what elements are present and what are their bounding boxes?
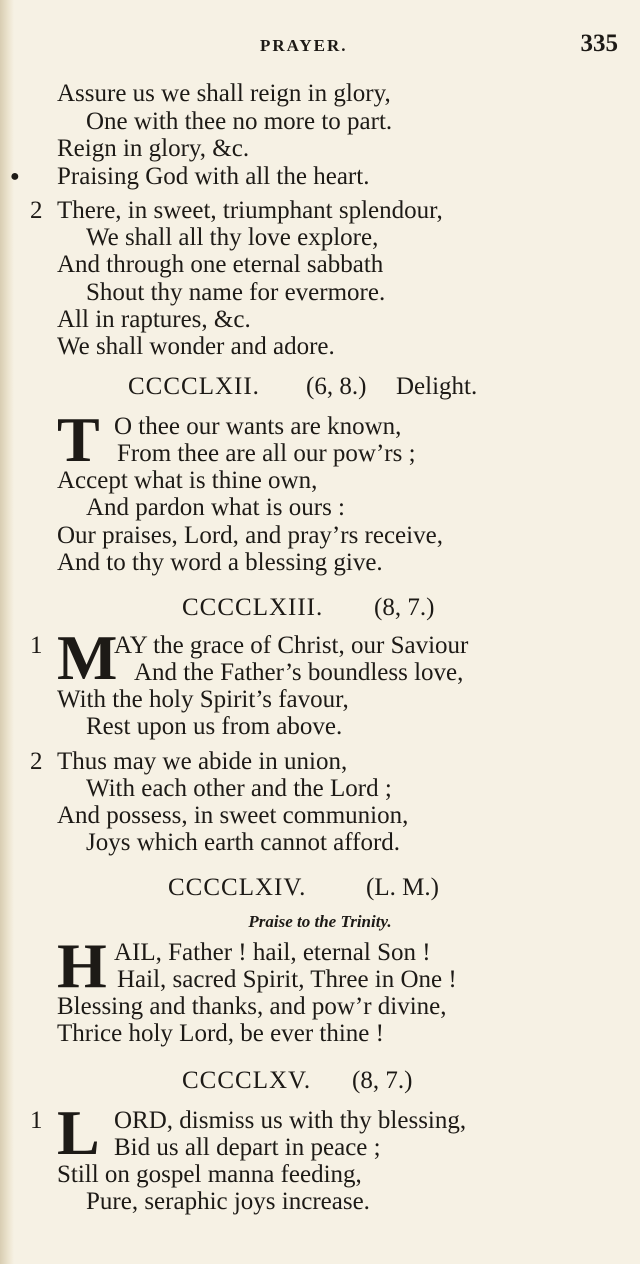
hymn-number: CCCCLXIV. xyxy=(168,874,307,901)
verse-line: From thee are all our pow’rs ; xyxy=(117,440,416,467)
verse-line: Thrice holy Lord, be ever thine ! xyxy=(57,1020,384,1047)
margin-dot: ● xyxy=(10,168,20,185)
verse-line: Shout thy name for evermore. xyxy=(86,279,386,306)
verse-line: Praising God with all the heart. xyxy=(57,163,370,190)
verse-line: We shall wonder and adore. xyxy=(57,333,335,360)
verse-line: Assure us we shall reign in glory, xyxy=(57,80,391,107)
verse-number: 2 xyxy=(30,197,43,224)
verse-line: All in raptures, &c. xyxy=(57,306,251,333)
hymn-meter: (L. M.) xyxy=(366,874,439,901)
verse-line: Joys which earth cannot afford. xyxy=(86,829,401,856)
page-number: 335 xyxy=(580,30,618,57)
hymn-tune: Delight. xyxy=(396,373,478,400)
verse-line: Accept what is thine own, xyxy=(57,467,318,494)
verse-number: 1 xyxy=(30,632,43,659)
verse-number: 1 xyxy=(30,1107,43,1134)
verse-line: And the Father’s boundless love, xyxy=(134,659,464,686)
running-head-title: PRAYER. xyxy=(260,36,348,55)
verse-line: Hail, sacred Spirit, Three in One ! xyxy=(117,966,457,993)
running-head xyxy=(0,30,640,60)
hymn-number: CCCCLXII. xyxy=(128,373,260,400)
hymn-meter: (8, 7.) xyxy=(352,1067,413,1094)
verse-line: Blessing and thanks, and pow’r divine, xyxy=(57,993,447,1020)
verse-line: Bid us all depart in peace ; xyxy=(114,1134,381,1161)
drop-cap: H xyxy=(57,938,107,994)
hymn-number: CCCCLXIII. xyxy=(182,594,324,621)
verse-number: 2 xyxy=(30,748,43,775)
verse-line: And through one eternal sabbath xyxy=(57,251,384,278)
verse-line: And possess, in sweet communion, xyxy=(57,802,409,829)
verse-line: O thee our wants are known, xyxy=(114,413,402,440)
verse-line: ORD, dismiss us with thy blessing, xyxy=(114,1107,467,1134)
verse-line: And to thy word a blessing give. xyxy=(57,549,383,576)
verse-line: Pure, seraphic joys increase. xyxy=(86,1188,370,1215)
verse-line: AIL, Father ! hail, eternal Son ! xyxy=(114,939,431,966)
verse-line: Thus may we abide in union, xyxy=(57,748,348,775)
verse-line: There, in sweet, triumphant splendour, xyxy=(57,197,443,224)
drop-cap: T xyxy=(57,412,100,468)
verse-line: One with thee no more to part. xyxy=(86,108,393,135)
verse-line: With the holy Spirit’s favour, xyxy=(57,686,349,713)
verse-line: Rest upon us from above. xyxy=(86,713,343,740)
verse-line: And pardon what is ours : xyxy=(86,494,345,521)
verse-line: We shall all thy love explore, xyxy=(86,224,379,251)
drop-cap: M xyxy=(57,630,118,686)
drop-cap: L xyxy=(57,1105,100,1161)
verse-line: Still on gospel manna feeding, xyxy=(57,1161,362,1188)
hymn-subtitle: Praise to the Trinity. xyxy=(248,912,392,931)
hymn-meter: (8, 7.) xyxy=(374,594,435,621)
verse-line: Reign in glory, &c. xyxy=(57,135,250,162)
verse-line: Our praises, Lord, and pray’rs receive, xyxy=(57,522,443,549)
hymn-meter: (6, 8.) xyxy=(306,373,367,400)
hymn-number: CCCCLXV. xyxy=(182,1067,312,1094)
verse-line: With each other and the Lord ; xyxy=(86,775,392,802)
verse-line: AY the grace of Christ, our Saviour xyxy=(114,632,469,659)
